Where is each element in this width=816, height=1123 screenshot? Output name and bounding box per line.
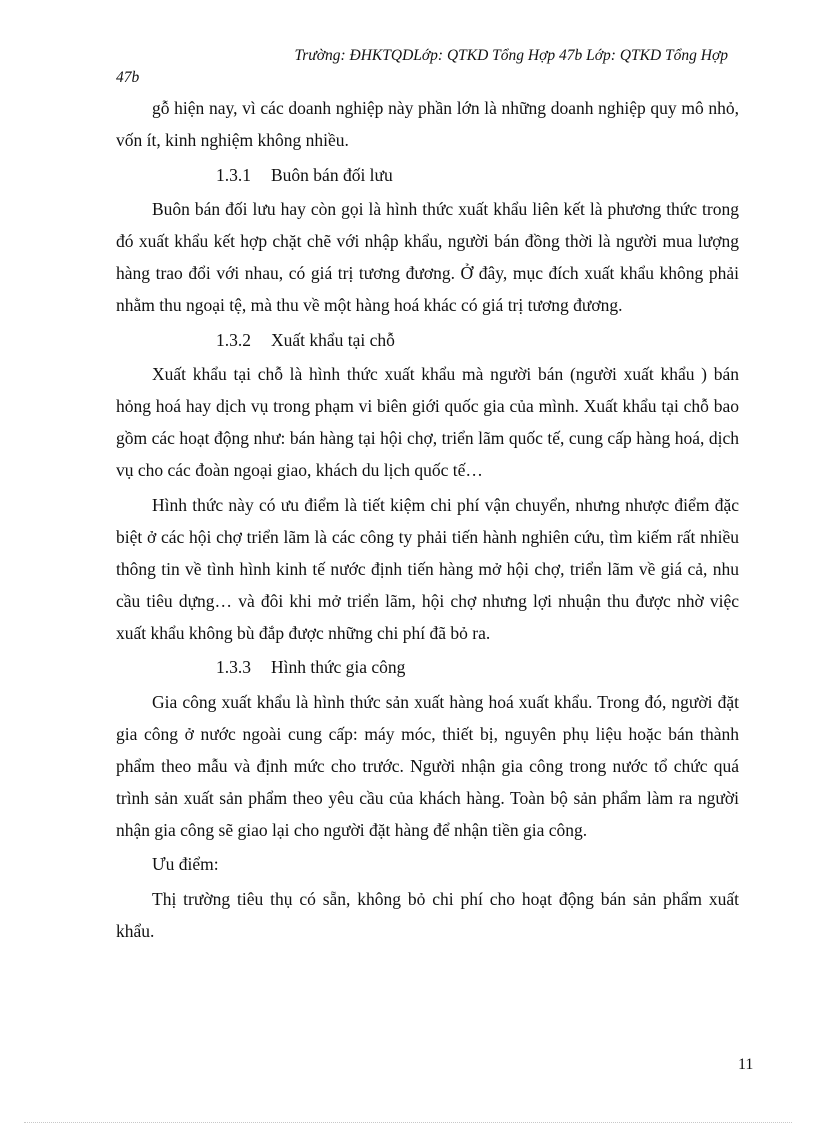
page-number: 11 — [738, 1056, 754, 1073]
section-title: Hình thức gia công — [271, 657, 406, 677]
paragraph-xuat-khau-tai-cho: Xuất khẩu tại chỗ là hình thức xuất khẩu mà người bán (người xuất khẩu ) bán hỏng hoá hay dịch vụ trong phạm vi biên giới quốc gia của mình. Xuất khẩu tại chỗ bao gồm các hoạt động như: bán hàng tại hội chợ, triển lãm quốc tế, cung cấp hàng hoá, dịch vụ cho các đoàn ngoại giao, khách du lịch quốc tế… — [116, 364, 739, 480]
section-title: Xuất khẩu tại chỗ — [271, 329, 395, 350]
section-number: 1.3.1 — [216, 164, 251, 185]
section-heading-1-3-1 — [116, 159, 739, 191]
paragraph-uu-nhuoc-diem: Hình thức này có ưu điểm là tiết kiệm chi phí vận chuyển, nhưng nhược điểm đặc biệt ở các hội chợ triển lãm là các công ty phải tiến hành nghiên cứu, tìm kiếm rất nhiều thông tin về tình hình kinh tế nước định tiến hàng mở hội chợ, triển lãm về giá cả, nhu cầu tiêu dựng… và đôi khi mở triển lãm, hội chợ nhưng lợi nhuận thu được nhờ việc xuất khẩu không bù đắp được những chi phí đã bỏ ra. — [116, 494, 739, 643]
page-header: Trường: ĐHKTQDLớp: QTKD Tổng Hợp 47b Lớp: QTKD Tổng Hợp — [294, 47, 728, 64]
section-title: Buôn bán đối lưu — [271, 164, 393, 185]
paragraph-gia-cong: Gia công xuất khẩu là hình thức sản xuất hàng hoá xuất khẩu. Trong đó, người đặt gia công ở nước ngoài cung cấp: máy móc, thiết bị, nguyên phụ liệu hoặc bán thành phẩm theo mẫu và định mức cho trước. Người nhận gia công trong nước tổ chức quá trình sản xuất sản phẩm theo yêu cầu của khách hàng. Toàn bộ sản phẩm làm ra người nhận gia công sẽ giao lại cho người đặt hàng để nhận tiền gia công. — [116, 691, 739, 840]
paragraph-uu-diem-label: Ưu điểm: — [152, 854, 219, 874]
section-number: 1.3.2 — [216, 329, 251, 350]
paragraph-thi-truong: Thị trường tiêu thụ có sẵn, không bỏ chi phí cho hoạt động bán sản phẩm xuất khẩu. — [116, 888, 739, 941]
section-number: 1.3.3 — [216, 657, 251, 677]
paragraph-intro: gỗ hiện nay, vì các doanh nghiệp này phần lớn là những doanh nghiệp quy mô nhỏ, vốn ít, kinh nghiệm không nhiều. — [116, 98, 739, 150]
page-header-continuation: 47b — [116, 69, 140, 86]
section-heading-1-3-3 — [116, 651, 739, 683]
paragraph-buon-ban-doi-luu: Buôn bán đối lưu hay còn gọi là hình thức xuất khẩu liên kết là phương thức trong đó xuất khẩu kết hợp chặt chẽ với nhập khẩu, người bán đồng thời là người mua lượng hàng trao đổi với nhau, có giá trị tương đương. Ở đây, mục đích xuất khẩu không phải nhằm thu ngoại tệ, mà thu về một hàng hoá khác có giá trị tương đương. — [116, 199, 739, 315]
document-body — [116, 92, 739, 949]
section-heading-1-3-2 — [116, 324, 739, 356]
